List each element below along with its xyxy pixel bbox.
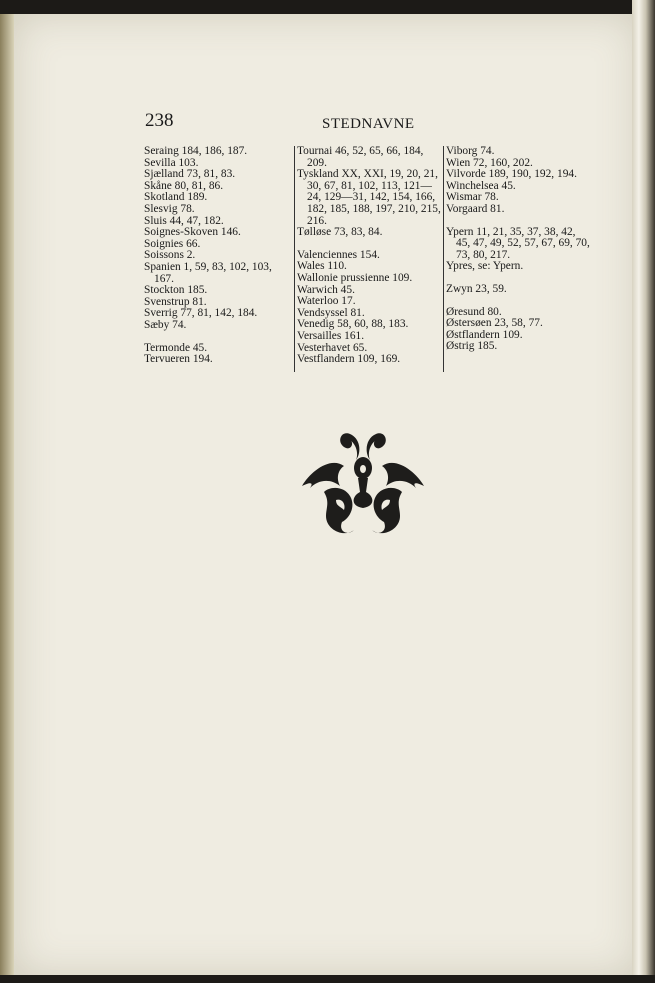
floral-ornament-icon bbox=[300, 426, 426, 538]
index-entry: Ypres, se: Ypern. bbox=[446, 260, 524, 273]
index-entry: Østflandern 109. bbox=[446, 328, 523, 341]
index-entry: Vilvorde 189, 190, 192, 194. bbox=[446, 168, 577, 181]
index-entry: Sæby 74. bbox=[144, 318, 187, 331]
index-entry: Soignes-Skoven 146. bbox=[144, 226, 241, 239]
index-entry: Viborg 74. bbox=[446, 145, 495, 157]
index-entry: Østrig 185. bbox=[446, 340, 498, 353]
index-entry: Seraing 184, 186, 187. bbox=[144, 145, 248, 157]
index-entry: Skotland 189. bbox=[144, 191, 208, 204]
index-entry: Valenciennes 154. bbox=[297, 248, 380, 261]
index-column-2 bbox=[294, 146, 443, 372]
index-entry: Østersøen 23, 58, 77. bbox=[446, 317, 543, 330]
index-entry: Wales 110. bbox=[297, 260, 347, 273]
index-entry: Vorgaard 81. bbox=[446, 202, 505, 215]
index-entry: Øresund 80. bbox=[446, 305, 502, 318]
index-entry: Sevilla 103. bbox=[144, 156, 199, 169]
index-entry: Spanien 1, 59, 83, 102, 103, 167. bbox=[144, 260, 272, 285]
index-entry: Venedig 58, 60, 88, 183. bbox=[297, 318, 409, 331]
index-entry: Waterloo 17. bbox=[297, 295, 356, 308]
index-entry: Vesterhavet 65. bbox=[297, 341, 368, 354]
index-entry: Sluis 44, 47, 182. bbox=[144, 214, 224, 227]
index-entry: Tyskland XX, XXI, 19, 20, 21, 30, 67, 81, 102, 113, 121—24, 129—31, 142, 154, 166, 182, 185, 188, 197, 210, 215, 216. bbox=[297, 168, 441, 227]
index-entry: Soissons 2. bbox=[144, 249, 196, 262]
index-entry: Slesvig 78. bbox=[144, 202, 195, 215]
bottom-shadow bbox=[0, 975, 655, 983]
index-entry: Skåne 80, 81, 86. bbox=[144, 179, 224, 192]
index-entry: Tølløse 73, 83, 84. bbox=[297, 226, 383, 239]
index-entry: Wismar 78. bbox=[446, 191, 499, 204]
index-entry: Svenstrup 81. bbox=[144, 295, 207, 308]
index-entry: Stockton 185. bbox=[144, 284, 208, 297]
index-entry: Warwich 45. bbox=[297, 283, 355, 296]
page-number: 238 bbox=[145, 110, 174, 131]
index-entry: Termonde 45. bbox=[144, 341, 208, 354]
index-column-1 bbox=[144, 146, 286, 366]
index-entry: Winchelsea 45. bbox=[446, 179, 516, 192]
entry-gap bbox=[144, 332, 286, 343]
entry-gap bbox=[446, 216, 592, 227]
page-edge bbox=[632, 0, 655, 983]
index-entry: Vendsyssel 81. bbox=[297, 306, 365, 319]
index-entry: Wallonie prussienne 109. bbox=[297, 271, 413, 284]
index-entry: Vestflandern 109, 169. bbox=[297, 353, 401, 366]
index-entry: Sverrig 77, 81, 142, 184. bbox=[144, 307, 258, 320]
entry-gap bbox=[446, 296, 592, 307]
running-head: STEDNAVNE bbox=[322, 116, 415, 132]
index-column-3 bbox=[443, 146, 592, 372]
index-entry: Ypern 11, 21, 35, 37, 38, 42, 45, 47, 49, 52, 57, 67, 69, 70, 73, 80, 217. bbox=[446, 225, 590, 261]
index-entry: Sjælland 73, 81, 83. bbox=[144, 168, 236, 181]
index-entry: Wien 72, 160, 202. bbox=[446, 156, 533, 169]
index-entry: Tournai 46, 52, 65, 66, 184, 209. bbox=[297, 145, 424, 169]
index-entry: Versailles 161. bbox=[297, 329, 365, 342]
index-entry: Tervueren 194. bbox=[144, 353, 213, 366]
index-entry: Soignies 66. bbox=[144, 237, 201, 250]
index-entry: Zwyn 23, 59. bbox=[446, 282, 507, 295]
